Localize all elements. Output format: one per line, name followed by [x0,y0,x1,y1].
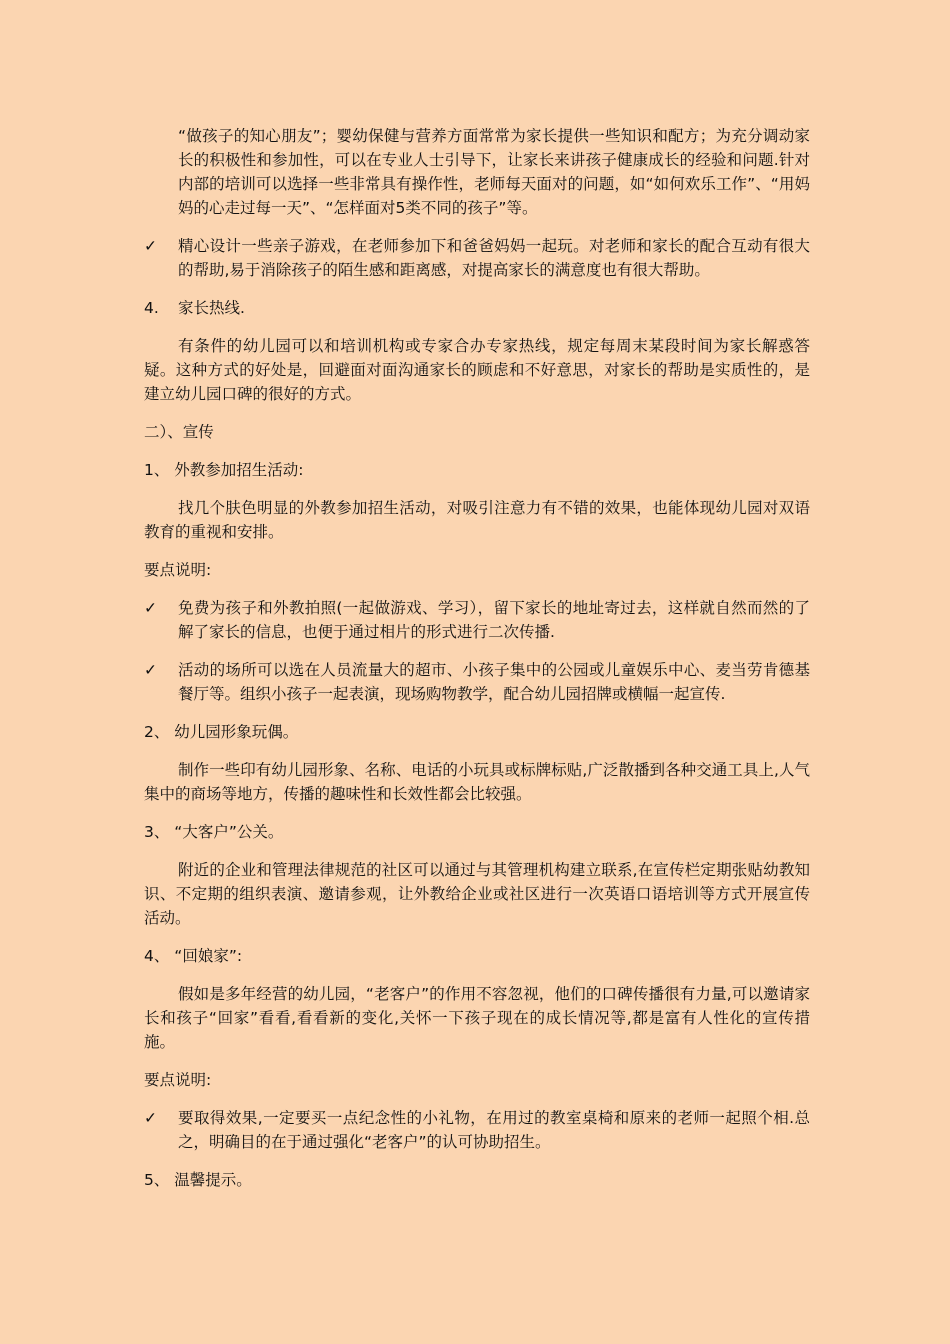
subsection-heading: 4、 “回娘家”: [144,947,243,965]
checkmark-icon: ✓ [144,661,157,679]
bullet-item [144,596,810,644]
bullet-item [144,1106,810,1154]
section-heading: 二）、宣传 [144,423,214,441]
heading-text: 家长热线. [178,299,245,317]
paragraph: 找几个肤色明显的外教参加招生活动，对吸引注意力有不错的效果，也能体现幼儿园对双语教育的重视和安排。 [144,499,810,541]
bullet-text: 免费为孩子和外教拍照(一起做游戏、学习），留下家长的地址寄过去，这样就自然而然的了解了家长的信息，也便于通过相片的形式进行二次传播. [178,599,810,641]
paragraph-continued: “做孩子的知心朋友”；婴幼保健与营养方面常常为家长提供一些知识和配方；为充分调动家长的积极性和参加性，可以在专业人士引导下，让家长来讲孩子健康成长的经验和问题.针对内部的培训可以选择一些非常具有操作性，老师每天面对的问题，如“如何欢乐工作”、“用妈妈的心走过每一天”、“怎样面对5类不同的孩子”等。 [178,127,810,217]
checkmark-icon: ✓ [144,237,157,255]
bullet-text: 活动的场所可以选在人员流量大的超市、小孩子集中的公园或儿童娱乐中心、麦当劳肯德基餐厅等。组织小孩子一起表演，现场购物教学，配合幼儿园招牌或横幅一起宣传. [178,661,810,703]
document-body [144,124,810,1206]
subsection-heading: 3、 “大客户”公关。 [144,823,284,841]
key-points-label: 要点说明: [144,561,212,579]
bullet-text: 精心设计一些亲子游戏，在老师参加下和爸爸妈妈一起玩。对老师和家长的配合互动有很大的帮助,易于消除孩子的陌生感和距离感，对提高家长的满意度也有很大帮助。 [178,237,810,279]
key-points-label: 要点说明: [144,1071,212,1089]
bullet-item [144,658,810,706]
paragraph: 制作一些印有幼儿园形象、名称、电话的小玩具或标牌标贴,广泛散播到各种交通工具上,人气集中的商场等地方，传播的趣味性和长效性都会比较强。 [144,761,810,803]
paragraph: 假如是多年经营的幼儿园，“老客户”的作用不容忽视，他们的口碑传播很有力量,可以邀请家长和孩子“回家”看看,看看新的变化,关怀一下孩子现在的成长情况等,都是富有人性化的宣传措施。 [144,985,810,1051]
paragraph: 有条件的幼儿园可以和培训机构或专家合办专家热线，规定每周末某段时间为家长解惑答疑。这种方式的好处是，回避面对面沟通家长的顾虑和不好意思，对家长的帮助是实质性的，是建立幼儿园口碑的很好的方式。 [144,337,810,403]
paragraph: 附近的企业和管理法律规范的社区可以通过与其管理机构建立联系,在宣传栏定期张贴幼教知识、不定期的组织表演、邀请参观，让外教给企业或社区进行一次英语口语培训等方式开展宣传活动。 [144,861,810,927]
subsection-heading: 5、 温馨提示。 [144,1171,252,1189]
checkmark-icon: ✓ [144,1109,157,1127]
subsection-heading: 2、 幼儿园形象玩偶。 [144,723,299,741]
heading-number: 4. [144,299,159,317]
bullet-text: 要取得效果,一定要买一点纪念性的小礼物，在用过的教室桌椅和原来的老师一起照个相.总之，明确目的在于通过强化“老客户”的认可协助招生。 [178,1109,810,1151]
subsection-heading: 1、 外教参加招生活动: [144,461,304,479]
bullet-item [144,234,810,282]
numbered-heading [144,296,810,320]
checkmark-icon: ✓ [144,599,157,617]
